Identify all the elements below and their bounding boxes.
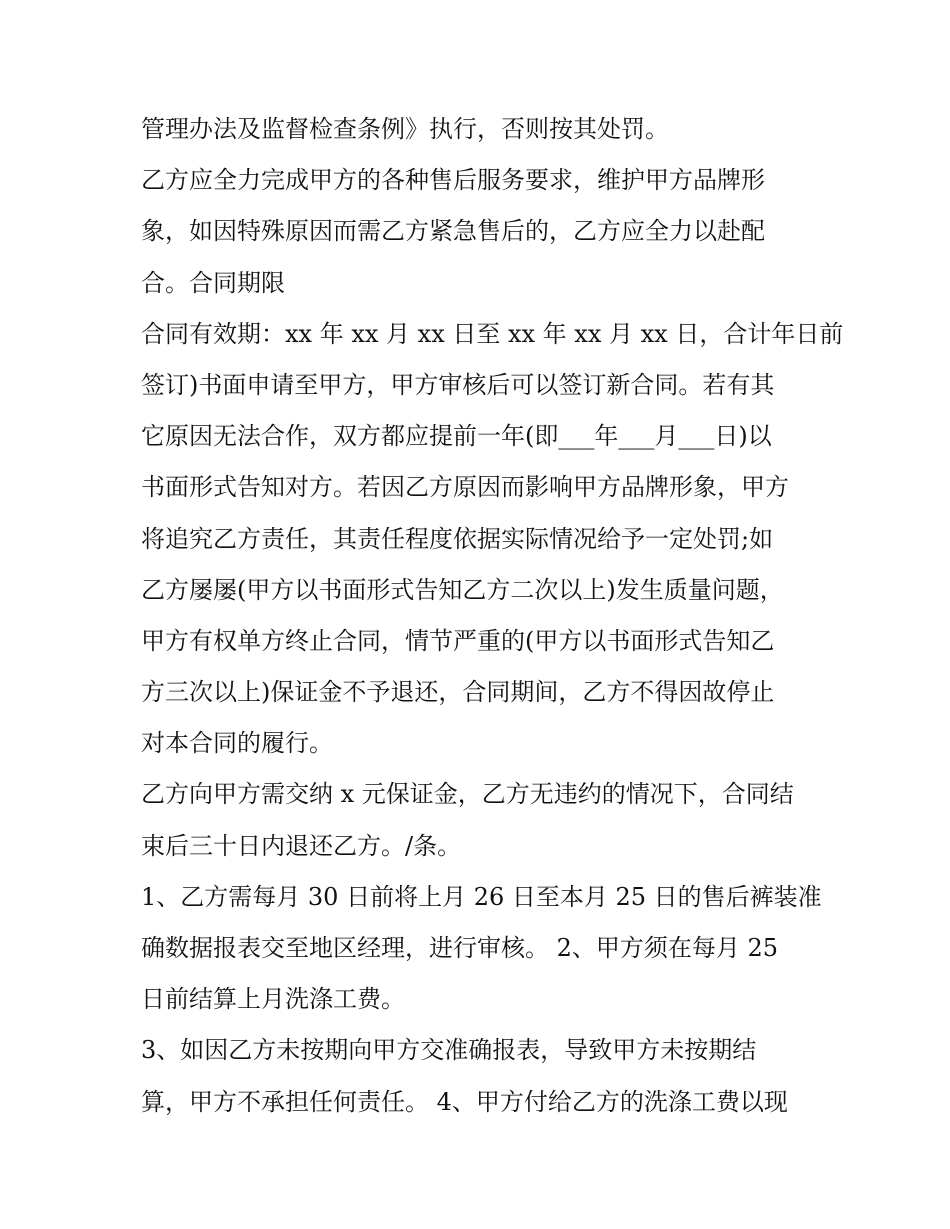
text-line: 乙方屡屡(甲方以书面形式告知乙方二次以上)发生质量问题，: [141, 575, 784, 604]
text-line: 乙方应全力完成甲方的各种售后服务要求，维护甲方品牌形: [141, 166, 765, 195]
text-line: 甲方有权单方终止合同，情节严重的(甲方以书面形式告知乙: [141, 626, 775, 655]
text-line: 签订)书面申请至甲方，甲方审核后可以签订新合同。若有其: [141, 370, 775, 399]
text-line: 3、如因乙方未按期向甲方交准确报表，导致甲方未按期结: [141, 1036, 757, 1065]
text-line: 方三次以上)保证金不予退还，合同期间，乙方不得因故停止: [141, 678, 775, 707]
text-line: 束后三十日内退还乙方。/条。: [141, 831, 462, 860]
text-line: 将追究乙方责任，其责任程度依据实际情况给予一定处罚;如: [141, 524, 774, 553]
text-line: 对本合同的履行。: [141, 729, 333, 758]
text-line: 它原因无法合作，双方都应提前一年(即___年___月___日)以: [141, 422, 772, 451]
text-line: 合。合同期限: [141, 268, 285, 297]
document-body: [141, 104, 844, 1128]
text-line: 确数据报表交至地区经理，进行审核。 2、甲方须在每月 25: [141, 934, 779, 962]
text-line: 日前结算上月洗涤工费。: [141, 985, 405, 1014]
text-line: 管理办法及监督检查条例》执行，否则按其处罚。: [141, 115, 669, 143]
text-line: 1、乙方需每月 30 日前将上月 26 日至本月 25 日的售后裤装准: [141, 882, 822, 911]
text-line: 象，如因特殊原因而需乙方紧急售后的，乙方应全力以赴配: [141, 217, 765, 246]
text-line: 算，甲方不承担任何责任。 4、甲方付给乙方的洗涤工费以现: [141, 1087, 788, 1116]
text-line: 合同有效期：xx 年 xx 月 xx 日至 xx 年 xx 月 xx 日，合计年日前: [141, 319, 844, 348]
text-line: 乙方向甲方需交纳 x 元保证金，乙方无违约的情况下，合同结: [141, 780, 794, 809]
text-line: 书面形式告知对方。若因乙方原因而影响甲方品牌形象，甲方: [141, 473, 789, 502]
